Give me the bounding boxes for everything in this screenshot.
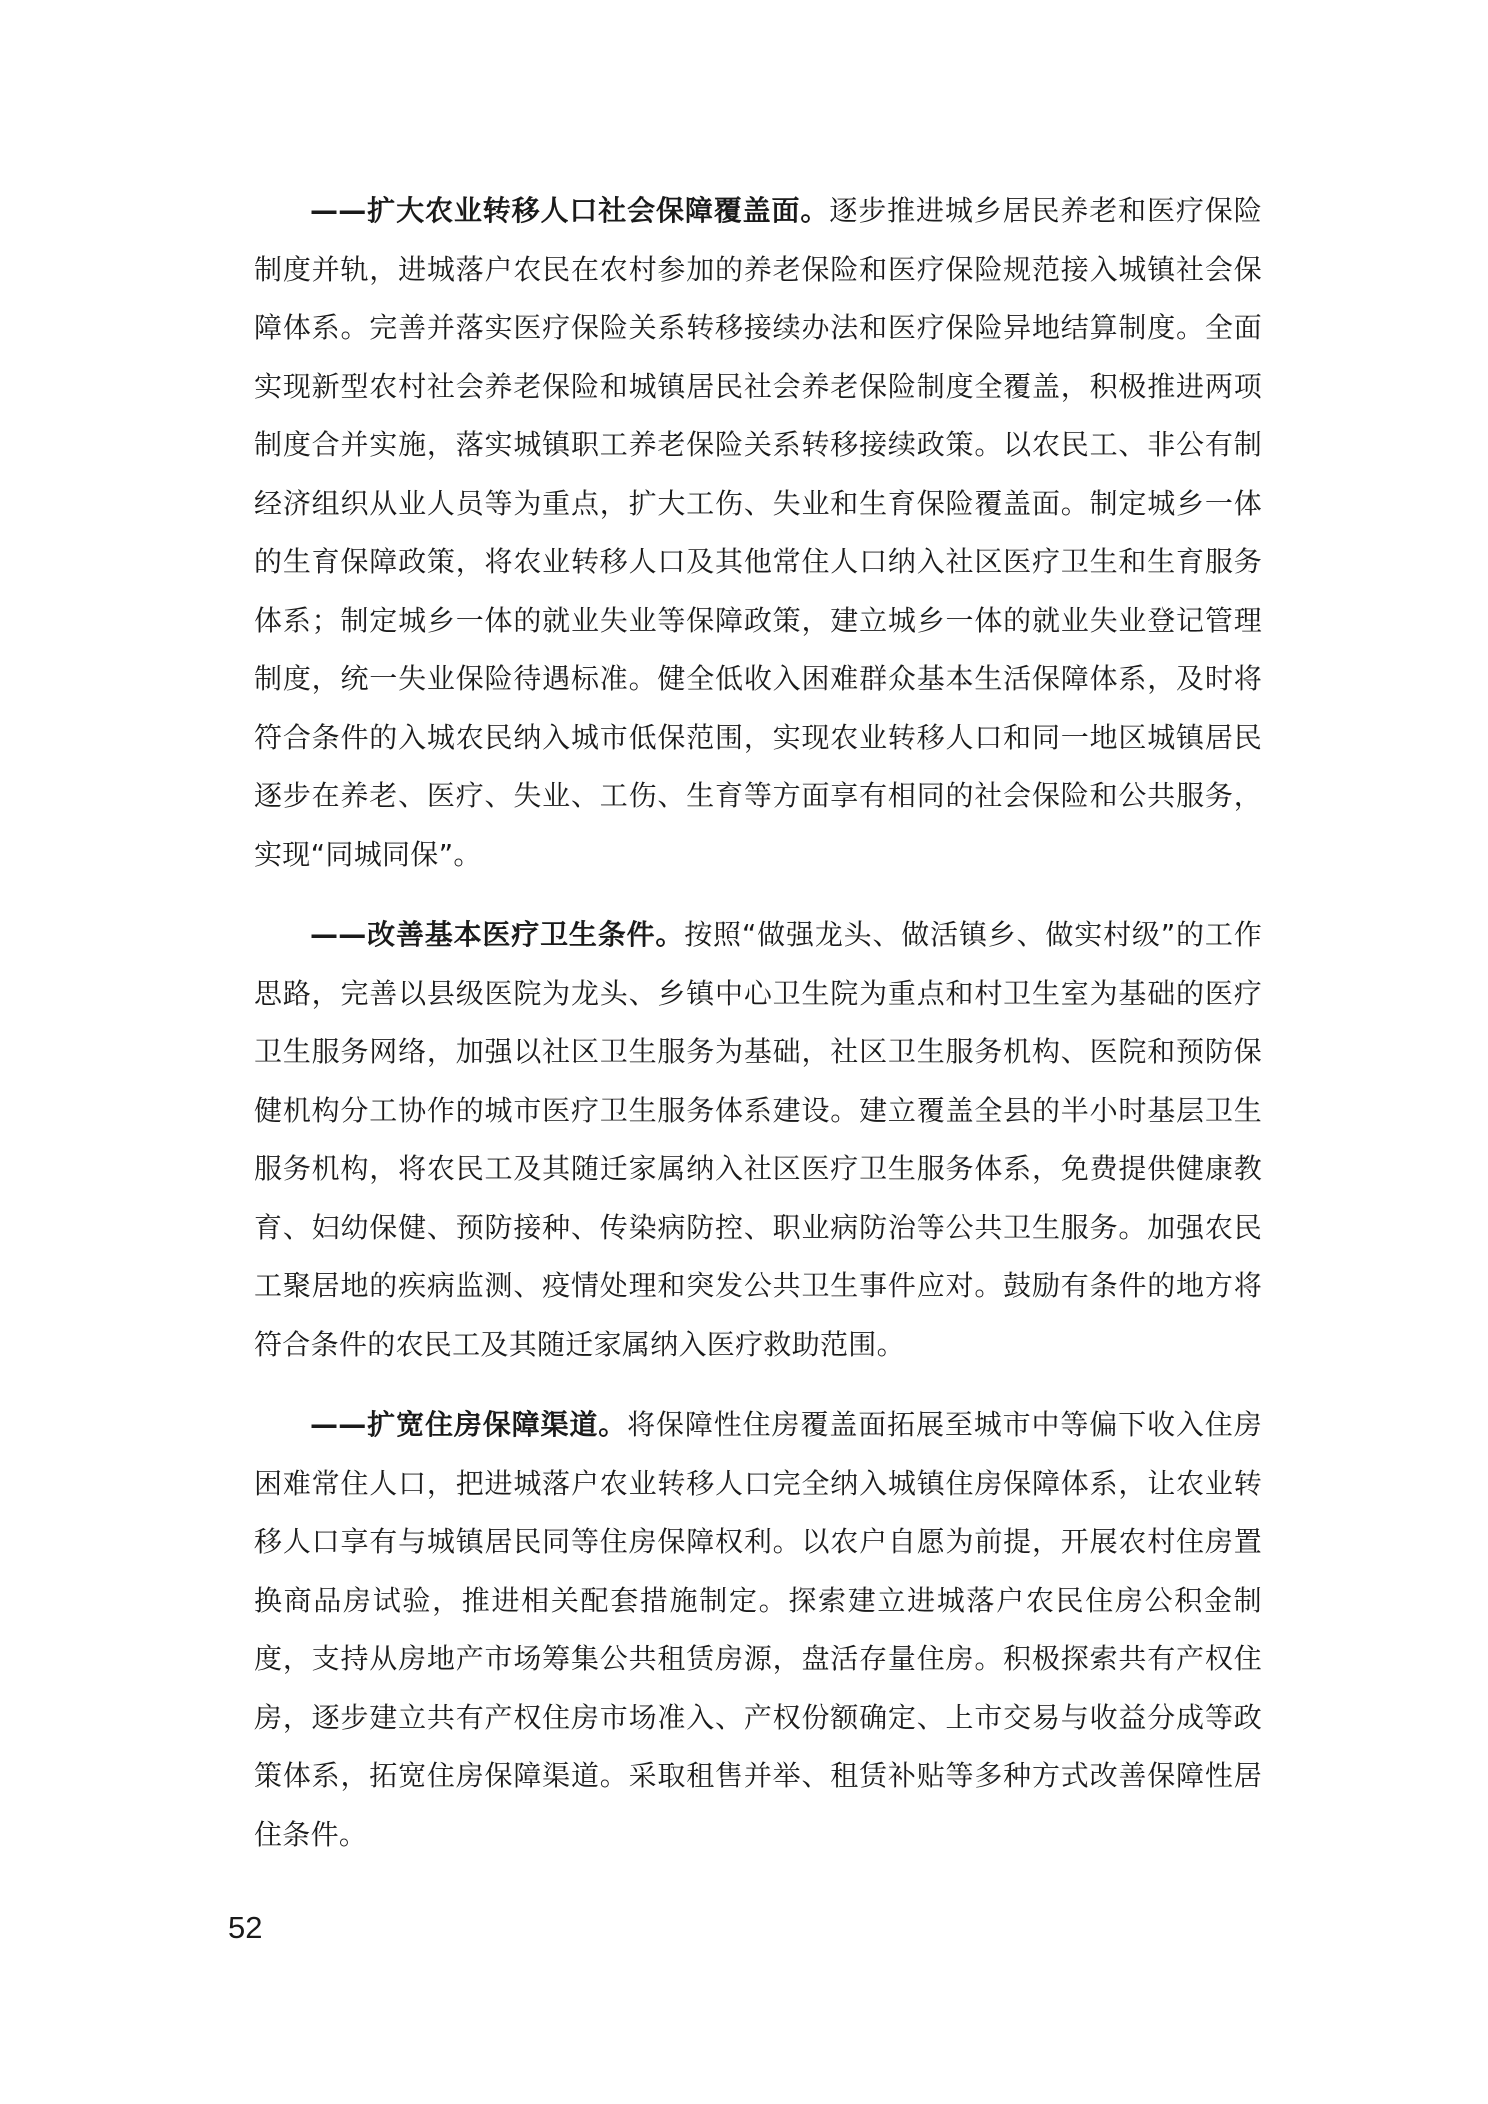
page-number: 52 xyxy=(228,1910,263,1945)
paragraph-text: 将保障性住房覆盖面拓展至城市中等偏下收入住房困难常住人口，把进城落户农业转移人口完全纳入城镇住房保障体系，让农业转移人口享有与城镇居民同等住房保障权利。以农户自愿为前提，开展农村住房置换商品房试验，推进相关配套措施制定。探索建立进城落户农民住房公积金制度，支持从房地产市场筹集公共租赁房源，盘活存量住房。积极探索共有产权住房，逐步建立共有产权住房市场准入、产权份额确定、上市交易与收益分成等政策体系，拓宽住房保障渠道。采取租售并举、租赁补贴等多种方式改善保障性居住条件。 xyxy=(254,1408,1262,1851)
paragraph-heading: ——改善基本医疗卫生条件。 xyxy=(310,918,685,951)
paragraph-heading: ——扩宽住房保障渠道。 xyxy=(310,1408,628,1441)
paragraph-medical-care xyxy=(254,906,1262,1374)
paragraph-text: 按照“做强龙头、做活镇乡、做实村级”的工作思路，完善以县级医院为龙头、乡镇中心卫生院为重点和村卫生室为基础的医疗卫生服务网络，加强以社区卫生服务为基础，社区卫生服务机构、医院和预防保健机构分工协作的城市医疗卫生服务体系建设。建立覆盖全县的半小时基层卫生服务机构，将农民工及其随迁家属纳入社区医疗卫生服务体系，免费提供健康教育、妇幼保健、预防接种、传染病防控、职业病防治等公共卫生服务。加强农民工聚居地的疾病监测、疫情处理和突发公共卫生事件应对。鼓励有条件的地方将符合条件的农民工及其随迁家属纳入医疗救助范围。 xyxy=(254,918,1262,1361)
document-body xyxy=(254,182,1262,1886)
paragraph-housing xyxy=(254,1396,1262,1864)
paragraph-heading: ——扩大农业转移人口社会保障覆盖面。 xyxy=(310,194,830,227)
paragraph-text: 逐步推进城乡居民养老和医疗保险制度并轨，进城落户农民在农村参加的养老保险和医疗保险规范接入城镇社会保障体系。完善并落实医疗保险关系转移接续办法和医疗保险异地结算制度。全面实现新型农村社会养老保险和城镇居民社会养老保险制度全覆盖，积极推进两项制度合并实施，落实城镇职工养老保险关系转移接续政策。以农民工、非公有制经济组织从业人员等为重点，扩大工伤、失业和生育保险覆盖面。制定城乡一体的生育保障政策，将农业转移人口及其他常住人口纳入社区医疗卫生和生育服务体系；制定城乡一体的就业失业等保障政策，建立城乡一体的就业失业登记管理制度，统一失业保险待遇标准。健全低收入困难群众基本生活保障体系，及时将符合条件的入城农民纳入城市低保范围，实现农业转移人口和同一地区城镇居民逐步在养老、医疗、失业、工伤、生育等方面享有相同的社会保险和公共服务，实现“同城同保”。 xyxy=(254,194,1262,871)
paragraph-social-insurance xyxy=(254,182,1262,884)
